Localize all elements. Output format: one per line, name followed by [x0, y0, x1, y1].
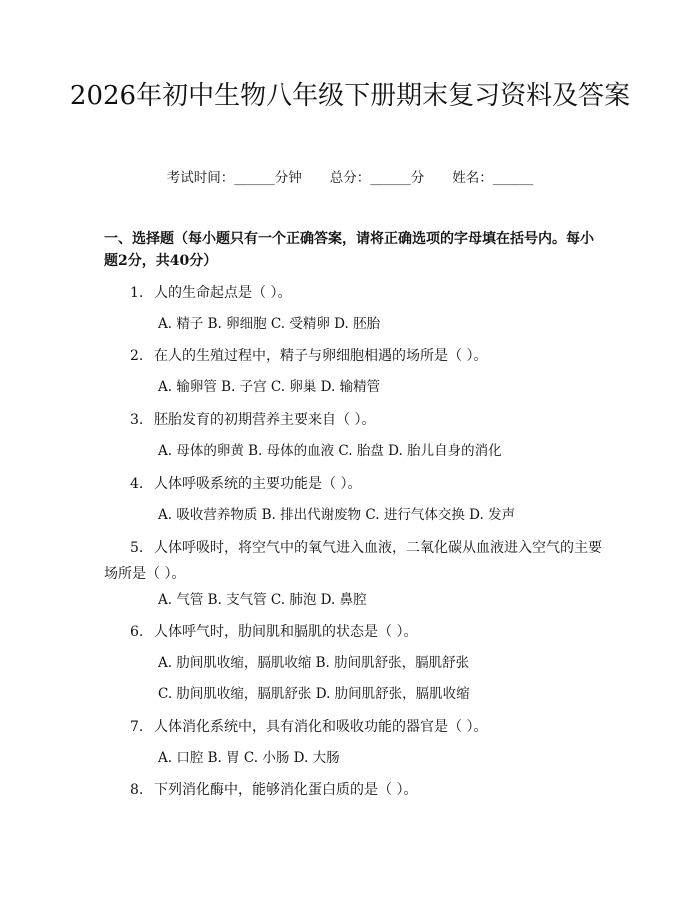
exam-time-unit: 分钟 — [274, 170, 302, 186]
name-blank: ______ — [492, 170, 534, 186]
question-number: 1. — [130, 285, 144, 301]
question-5 — [104, 535, 604, 587]
section-heading: 一、选择题（每小题只有一个正确答案，请将正确选项的字母填在括号内。每小题2分，共40分） — [104, 231, 594, 269]
question-text: 胚胎发育的初期营养主要来自（ ）。 — [154, 412, 376, 428]
question-number: 4. — [130, 476, 144, 492]
exam-time-blank: ______ — [234, 170, 275, 186]
exam-time-label: 考试时间： — [166, 170, 235, 186]
question-number: 5. — [130, 540, 144, 556]
total-score-label: 总分： — [329, 170, 371, 186]
total-score-blank: ______ — [370, 170, 411, 186]
question-text: 人体呼吸时，将空气中的氧气进入血液，二氧化碳从血液进入空气的主要场所是（ ）。 — [104, 540, 602, 582]
question-3-options: A. 母体的卵黄 B. 母体的血液 C. 胎盘 D. 胎儿自身的消化 — [158, 443, 502, 459]
exam-info-line — [0, 168, 700, 188]
question-number: 8. — [130, 782, 144, 798]
name-label: 姓名： — [452, 170, 493, 186]
document-title: 2026年初中生物八年级下册期末复习资料及答案 — [69, 81, 631, 111]
question-4 — [104, 471, 604, 497]
question-text: 在人的生殖过程中，精子与卵细胞相遇的场所是（ ）。 — [154, 348, 488, 364]
question-number: 6. — [130, 624, 144, 640]
question-6-options-line-2: C. 肋间肌收缩，膈肌舒张 D. 肋间肌舒张，膈肌收缩 — [158, 686, 470, 702]
question-1-options: A. 精子 B. 卵细胞 C. 受精卵 D. 胚胎 — [158, 316, 381, 332]
question-3 — [104, 407, 604, 433]
question-2 — [104, 343, 604, 369]
question-number: 3. — [130, 412, 144, 428]
question-text: 人体消化系统中，具有消化和吸收功能的器官是（ ）。 — [154, 719, 488, 735]
question-7 — [104, 714, 604, 740]
question-2-options: A. 输卵管 B. 子宫 C. 卵巢 D. 输精管 — [158, 379, 381, 395]
question-4-options: A. 吸收营养物质 B. 排出代谢废物 C. 进行气体交换 D. 发声 — [158, 507, 516, 523]
question-number: 7. — [130, 719, 144, 735]
question-6-options-line-1: A. 肋间肌收缩，膈肌收缩 B. 肋间肌舒张，膈肌舒张 — [158, 655, 470, 671]
question-number: 2. — [130, 348, 144, 364]
question-text: 人的生命起点是（ ）。 — [154, 285, 292, 301]
question-5-options: A. 气管 B. 支气管 C. 肺泡 D. 鼻腔 — [158, 592, 367, 608]
question-6 — [104, 619, 604, 645]
question-1 — [104, 280, 604, 306]
question-8 — [104, 777, 604, 803]
question-7-options: A. 口腔 B. 胃 C. 小肠 D. 大肠 — [158, 750, 340, 766]
total-score-unit: 分 — [410, 170, 425, 186]
question-text: 人体呼吸系统的主要功能是（ ）。 — [154, 476, 362, 492]
question-text: 人体呼气时，肋间肌和膈肌的状态是（ ）。 — [154, 624, 418, 640]
question-text: 下列消化酶中，能够消化蛋白质的是（ ）。 — [154, 782, 418, 798]
